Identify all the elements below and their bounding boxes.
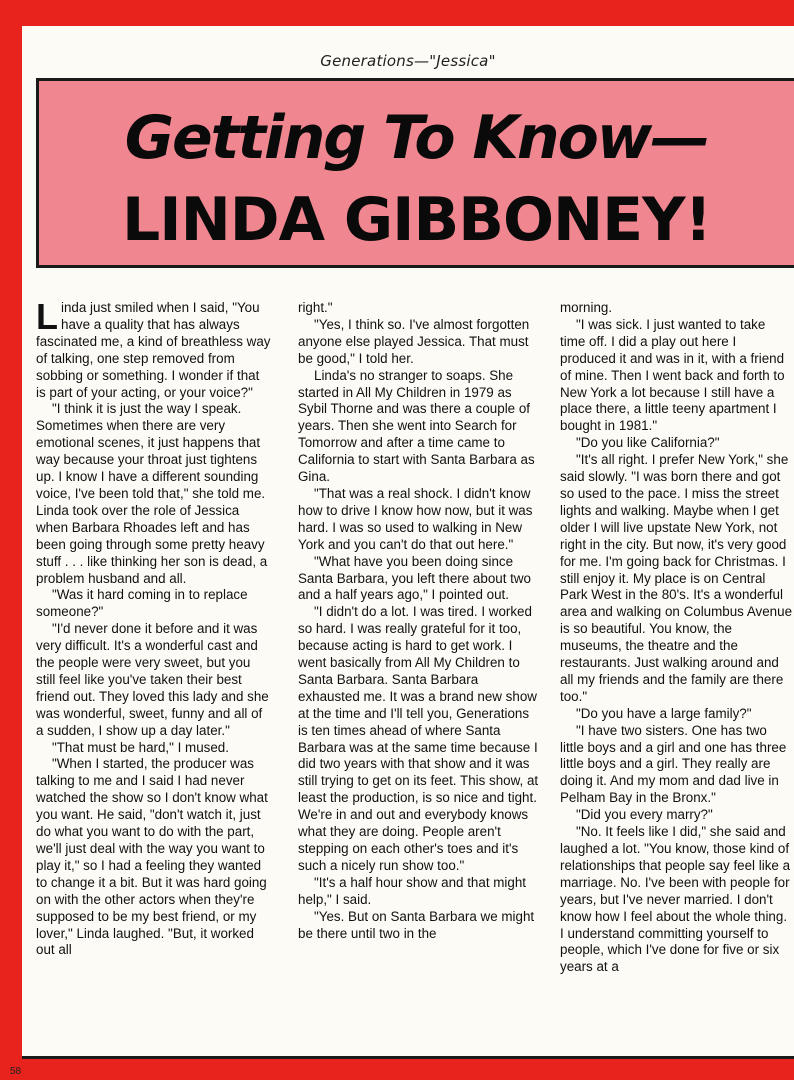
drop-cap: L (36, 296, 58, 337)
article-paragraph: "It's all right. I prefer New York," she said slowly. "I was born there and got so used to the pace. I miss the street lights and walking. Maybe when I get older I will live upstate New York, not right in the city. But now, it's very good for me. I'm going back for Christmas. I still enjoy it. My place is on Central Park West in the 80's. It's a wonderful area and walking on Columbus Avenue is so beautiful. You know, the museums, the theatre and the restaurants. Just walking around and all my friends and the family are there too." (560, 452, 793, 704)
article-paragraph: "That must be hard," I mused. (52, 739, 229, 755)
section-kicker: Generations—"Jessica" (320, 52, 496, 70)
article-paragraph: right." (298, 300, 333, 315)
headline-banner (36, 78, 794, 268)
article-paragraph: "I didn't do a lot. I was tired. I worked so hard. I was really grateful for it too, because acting is hard to get work. I went basically from All My Children to Santa Barbara. Santa Barbara exhausted me. It was a brand new show at the time and I'll tell you, Generations is ten times ahead of where Santa Barbara was at the same time because I did two years with that show and it was still trying to get on its feet. This show, at least the production, is so nice and tight. We're in and out and everybody knows what they are doing. People aren't stepping on each other's toes and it's such a nicely run show too." (298, 604, 539, 873)
article-paragraph: Linda's no stranger to soaps. She started in All My Children in 1979 as Sybil Thorne and was there a couple of years. Then she went into Search for Tomorrow and after a time came to California to start with Santa Barbara as Gina. (298, 367, 535, 485)
article-paragraph: "Yes, I think so. I've almost forgotten anyone else played Jessica. That must be good," I told her. (298, 316, 530, 366)
article-paragraph: "I have two sisters. One has two little boys and a girl and one has three little boys and a girl. They really are doing it. And my mom and dad live in Pelham Bay in the Bronx." (560, 722, 787, 806)
article-column-2 (298, 300, 540, 942)
article-paragraph: "Yes. But on Santa Barbara we might be there until two in the (298, 908, 535, 941)
magazine-page (22, 26, 794, 1059)
article-paragraph: "Was it hard coming in to replace someone?" (36, 587, 248, 620)
article-paragraph: "What have you been doing since Santa Barbara, you left there about two and a half years ago," I pointed out. (298, 553, 531, 603)
article-paragraph: morning. (560, 300, 613, 315)
article-paragraph: "I'd never done it before and it was very difficult. It's a wonderful cast and the people were very sweet, but you still feel like you've taken their best friend out. They loved this lady and she was wonderful, sweet, funny and all of a sudden, I show up a day later." (36, 621, 269, 738)
article-paragraph: "Do you have a large family?" (576, 705, 752, 721)
article-paragraph: "Did you every marry?" (576, 807, 713, 823)
headline-line-2: LINDA GIBBONEY! (122, 185, 711, 255)
page-number: 58 (10, 1066, 22, 1077)
headline-line-1: Getting To Know— (124, 103, 709, 173)
article-paragraph: "No. It feels like I did," she said and laughed a lot. "You know, those kind of relationships that people say feel like a marriage. No. I've been with people for years, but I've never married. I don't know how I feel about the whole thing. I understand committing yourself to people, which I've done for five or six years at a (560, 824, 791, 975)
article-paragraph: Linda just smiled when I said, "You have a quality that has always fascinated me, a kind of breathless way of talking, one step removed from sobbing or something. I wonder if that is part of your acting, or your voice?" (36, 296, 271, 400)
article-paragraph: "When I started, the producer was talking to me and I said I had never watched the show so I don't know what you want. He said, "don't watch it, just do what you want to do with the part, we'll just deal with the way you want to play it," so I had a feeling they wanted to change it a bit. But it was hard going on with the other actors when they're supposed to be my best friend, or my lover," Linda laughed. "But, it worked out all (36, 756, 268, 958)
article-body (36, 296, 793, 1050)
article-column-1 (36, 296, 272, 959)
article-paragraph: "I was sick. I just wanted to take time off. I did a play out here I produced it and was in it, with a friend of mine. Then I went back and forth to New York a lot because I still have a place there, a little teeny apartment I bought in 1981." (560, 316, 785, 434)
article-paragraph: "I think it is just the way I speak. Sometimes when there are very emotional scenes, it just happens that way because your throat just tightens up. I know I have a different sounding voice, I've been told that," she told me. Linda took over the role of Jessica when Barbara Rhoades left and has been going through some pretty heavy stuff . . . like thinking her son is dead, a problem husband and all. (36, 401, 268, 586)
article-paragraph: "It's a half hour show and that might help," I said. (298, 874, 527, 907)
article-paragraph: "That was a real shock. I didn't know how to drive I know how now, but it was hard. I was so used to walking in New York and you can't do that out here." (298, 485, 533, 552)
article-column-3 (560, 300, 792, 976)
article-paragraph: "Do you like California?" (576, 435, 720, 451)
